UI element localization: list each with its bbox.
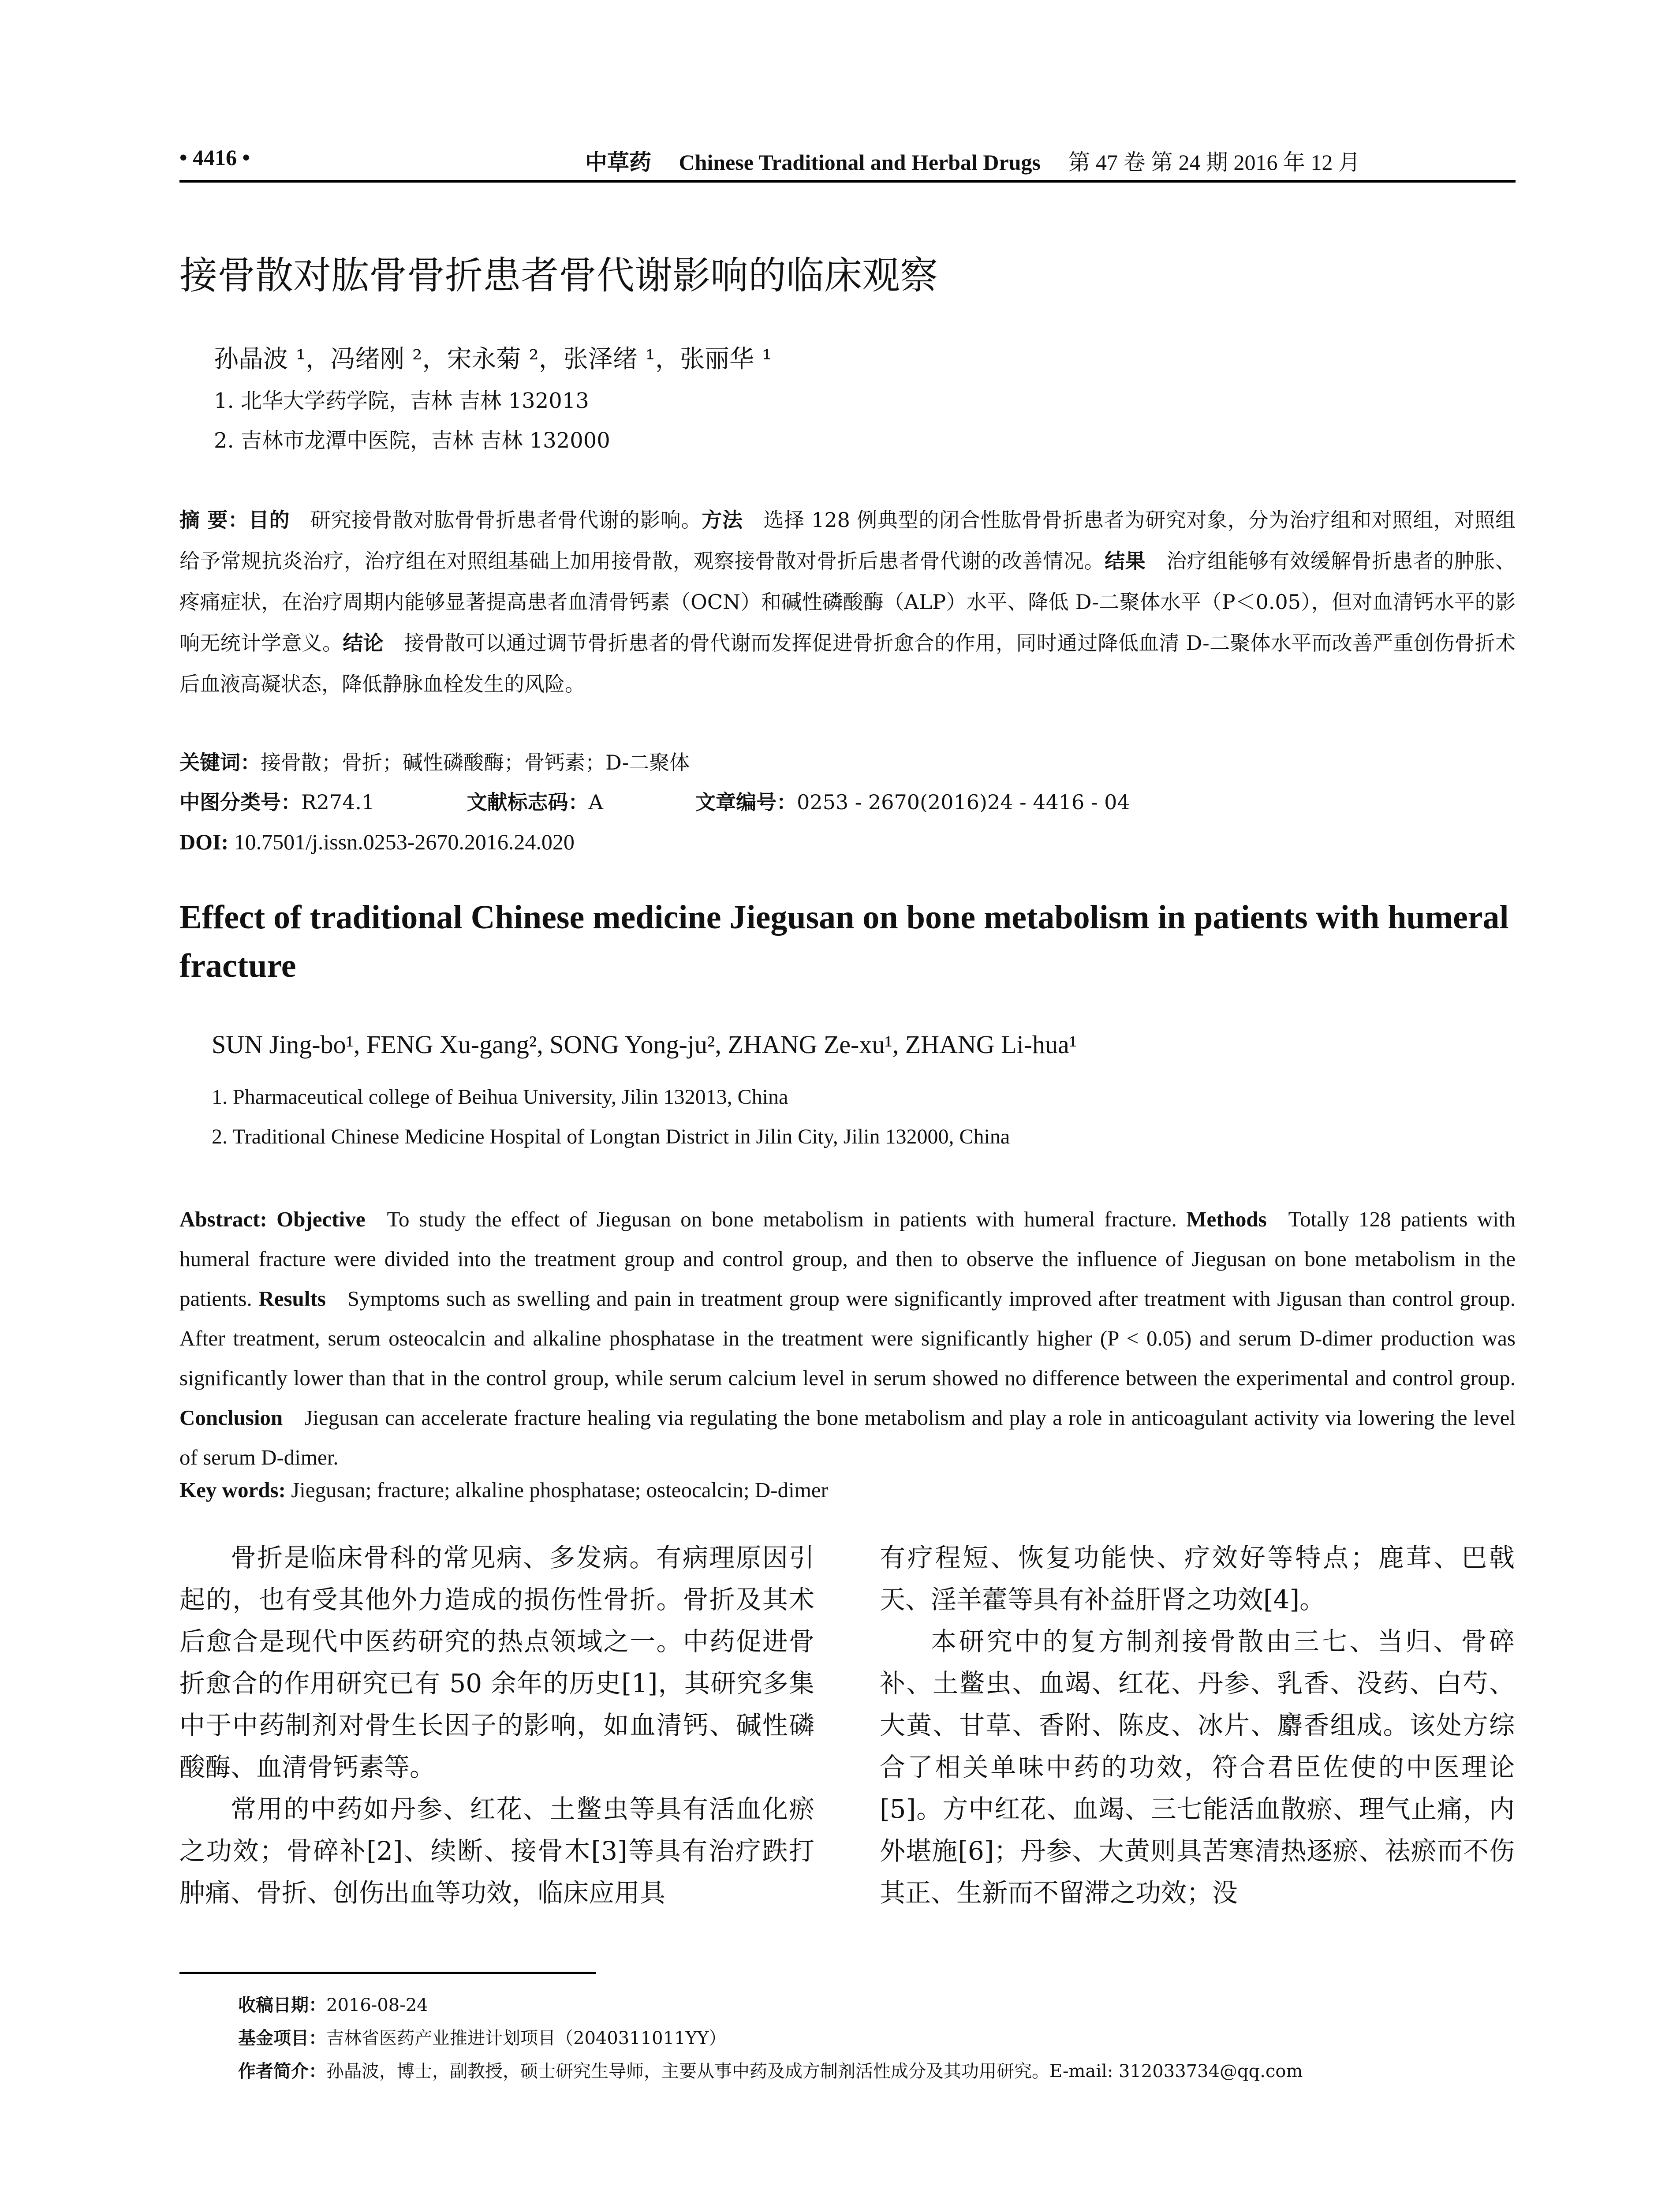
article-id-label: 文章编号： (695, 790, 797, 814)
clc-value: R274.1 (301, 790, 375, 814)
footnote-value: 2016-08-24 (326, 1995, 428, 2015)
body-paragraph: 有疗程短、恢复功能快、疗效好等特点；鹿茸、巴戟天、淫羊藿等具有补益肝肾之功效[4]。 (880, 1543, 1515, 1615)
results-text-en: Symptoms such as swelling and pain in treatment group were significantly improved after treatment with Jigusan than control group. After treatment, serum osteocalcin and alkaline phosphatase in the treatment were significantly higher (P < 0.05) and serum D-dimer production was significantly lower than that in the control group, while serum calcium level in serum showed no difference between the experimental and control group. (179, 1286, 1516, 1390)
results-label-cn: 结果 (1105, 549, 1146, 573)
footnote-value: 吉林省医药产业推进计划项目（2040311011YY） (326, 2028, 727, 2048)
affiliation-cn-1: 1. 北华大学药学院，吉林 吉林 132013 (214, 389, 589, 413)
abstract-label-cn: 摘 要： (179, 508, 249, 532)
doi-label: DOI: (179, 830, 229, 854)
title-en: Effect of traditional Chinese medicine Jiegusan on bone metabolism in patients with humeral fracture (179, 899, 1509, 984)
affiliation-en-1: 1. Pharmaceutical college of Beihua University, Jilin 132013, China (212, 1085, 788, 1109)
affiliation-en-2: 2. Traditional Chinese Medicine Hospital of Longtan District in Jilin City, Jilin 132000, China (212, 1125, 1010, 1148)
doi-line (179, 822, 575, 863)
body-column-left (179, 1537, 814, 1914)
keywords-value-en: Jiegusan; fracture; alkaline phosphatase; osteocalcin; D-dimer (291, 1478, 828, 1502)
body-paragraph: 常用的中药如丹参、红花、土鳖虫等具有活血化瘀之功效；骨碎补[2]、续断、接骨木[3]等具有治疗跌打肿痛、骨折、创伤出血等功效，临床应用具 (179, 1794, 814, 1908)
body-paragraph: 本研究中的复方制剂接骨散由三七、当归、骨碎补、土鳖虫、血竭、红花、丹参、乳香、没药、白芍、大黄、甘草、香附、陈皮、冰片、麝香组成。该处方综合了相关单味中药的功效，符合君臣佐使的中医理论[5]。方中红花、血竭、三七能活血散瘀、理气止痛，内外堪施[6]；丹参、大黄则具苦寒清热逐瘀、祛瘀而不伤其正、生新而不留滞之功效；没 (880, 1626, 1515, 1908)
abstract-cn (179, 500, 1516, 705)
footnote-label: 基金项目： (238, 2028, 326, 2048)
authors-cn: 孙晶波 ¹，冯绪刚 ²，宋永菊 ²，张泽绪 ¹，张丽华 ¹ (214, 345, 772, 374)
doc-code-label: 文献标志码： (467, 790, 589, 814)
objective-label-cn: 目的 (248, 508, 290, 532)
objective-text-en: To study the effect of Jiegusan on bone metabolism in patients with humeral fracture. (387, 1207, 1177, 1231)
classification-line (179, 782, 1516, 823)
article-id-value: 0253 - 2670(2016)24 - 4416 - 04 (797, 790, 1130, 814)
doi-value: 10.7501/j.issn.0253-2670.2016.24.020 (234, 830, 575, 854)
footnote-received (238, 1991, 428, 2016)
conclusion-label-cn: 结论 (343, 631, 384, 655)
results-label-en: Results (258, 1286, 326, 1311)
doc-code-value: A (588, 790, 603, 814)
footnote-rule (179, 1972, 596, 1974)
keywords-label-cn: 关键词： (179, 751, 261, 774)
abstract-label-en: Abstract: (179, 1207, 267, 1231)
affiliation-cn-2: 2. 吉林市龙潭中医院，吉林 吉林 132000 (214, 428, 610, 453)
abstract-en (179, 1200, 1516, 1477)
journal-name-en: Chinese Traditional and Herbal Drugs (679, 150, 1041, 175)
keywords-en (179, 1477, 828, 1502)
methods-text-cn: 选择 128 例典型的闭合性肱骨骨折患者为研究对象，分为治疗组和对照组，对照组给予常规抗炎治疗，治疗组在对照组基础上加用接骨散，观察接骨散对骨折后患者骨代谢的改善情况。 (179, 508, 1516, 573)
conclusion-label-en: Conclusion (179, 1405, 283, 1430)
journal-title (585, 145, 1360, 176)
results-text-cn: 治疗组能够有效缓解骨折患者的肿胀、疼痛症状，在治疗周期内能够显著提高患者血清骨钙素（OCN）和碱性磷酸酶（ALP）水平、降低 D-二聚体水平（P＜0.05），但对血清钙水平的影响无统计学意义。 (179, 549, 1516, 655)
footnote-author-bio (238, 2057, 1303, 2082)
conclusion-text-cn: 接骨散可以通过调节骨折患者的骨代谢而发挥促进骨折愈合的作用，同时通过降低血清 D-二聚体水平而改善严重创伤骨折术后血液高凝状态，降低静脉血栓发生的风险。 (179, 631, 1516, 696)
page-number: • 4416 • (179, 145, 250, 170)
body-column-right (880, 1537, 1515, 1914)
objective-label-en: Objective (276, 1207, 366, 1231)
journal-name-cn: 中草药 (585, 150, 651, 175)
conclusion-text-en: Jiegusan can accelerate fracture healing via regulating the bone metabolism and play a role in anticoagulant activity via lowering the level of serum D-dimer. (179, 1405, 1516, 1469)
methods-label-cn: 方法 (702, 508, 743, 532)
keywords-value-cn: 接骨散；骨折；碱性磷酸酶；骨钙素；D-二聚体 (261, 751, 690, 774)
footnote-label: 收稿日期： (238, 1995, 326, 2015)
footnote-value: 孙晶波，博士，副教授，硕士研究生导师，主要从事中药及成方制剂活性成分及其功用研究。E-mail: 312033734@qq.com (326, 2061, 1303, 2082)
footnote-label: 作者简介： (238, 2061, 326, 2082)
keywords-cn (179, 742, 690, 783)
authors-en: SUN Jing-bo¹, FENG Xu-gang², SONG Yong-ju², ZHANG Ze-xu¹, ZHANG Li-hua¹ (212, 1030, 1077, 1059)
running-header (179, 141, 1516, 183)
methods-label-en: Methods (1186, 1207, 1267, 1231)
objective-text-cn: 研究接骨散对肱骨骨折患者骨代谢的影响。 (310, 508, 702, 532)
clc-label: 中图分类号： (179, 790, 301, 814)
journal-issue: 第 47 卷 第 24 期 2016 年 12 月 (1068, 150, 1360, 175)
title-cn: 接骨散对肱骨骨折患者骨代谢影响的临床观察 (179, 254, 938, 298)
body-paragraph: 骨折是临床骨科的常见病、多发病。有病理原因引起的，也有受其他外力造成的损伤性骨折。骨折及其术后愈合是现代中医药研究的热点领域之一。中药促进骨折愈合的作用研究已有 50 余年的历史[1]，其研究多集中于中药制剂对骨生长因子的影响，如血清钙、碱性磷酸酶、血清骨钙素等。 (179, 1543, 814, 1782)
methods-text-en: Totally 128 patients with humeral fracture were divided into the treatment group and control group, and then to observe the influence of Jiegusan on bone metabolism in the patients. (179, 1207, 1516, 1311)
footnote-funding (238, 2024, 726, 2049)
keywords-label-en: Key words: (179, 1478, 286, 1502)
